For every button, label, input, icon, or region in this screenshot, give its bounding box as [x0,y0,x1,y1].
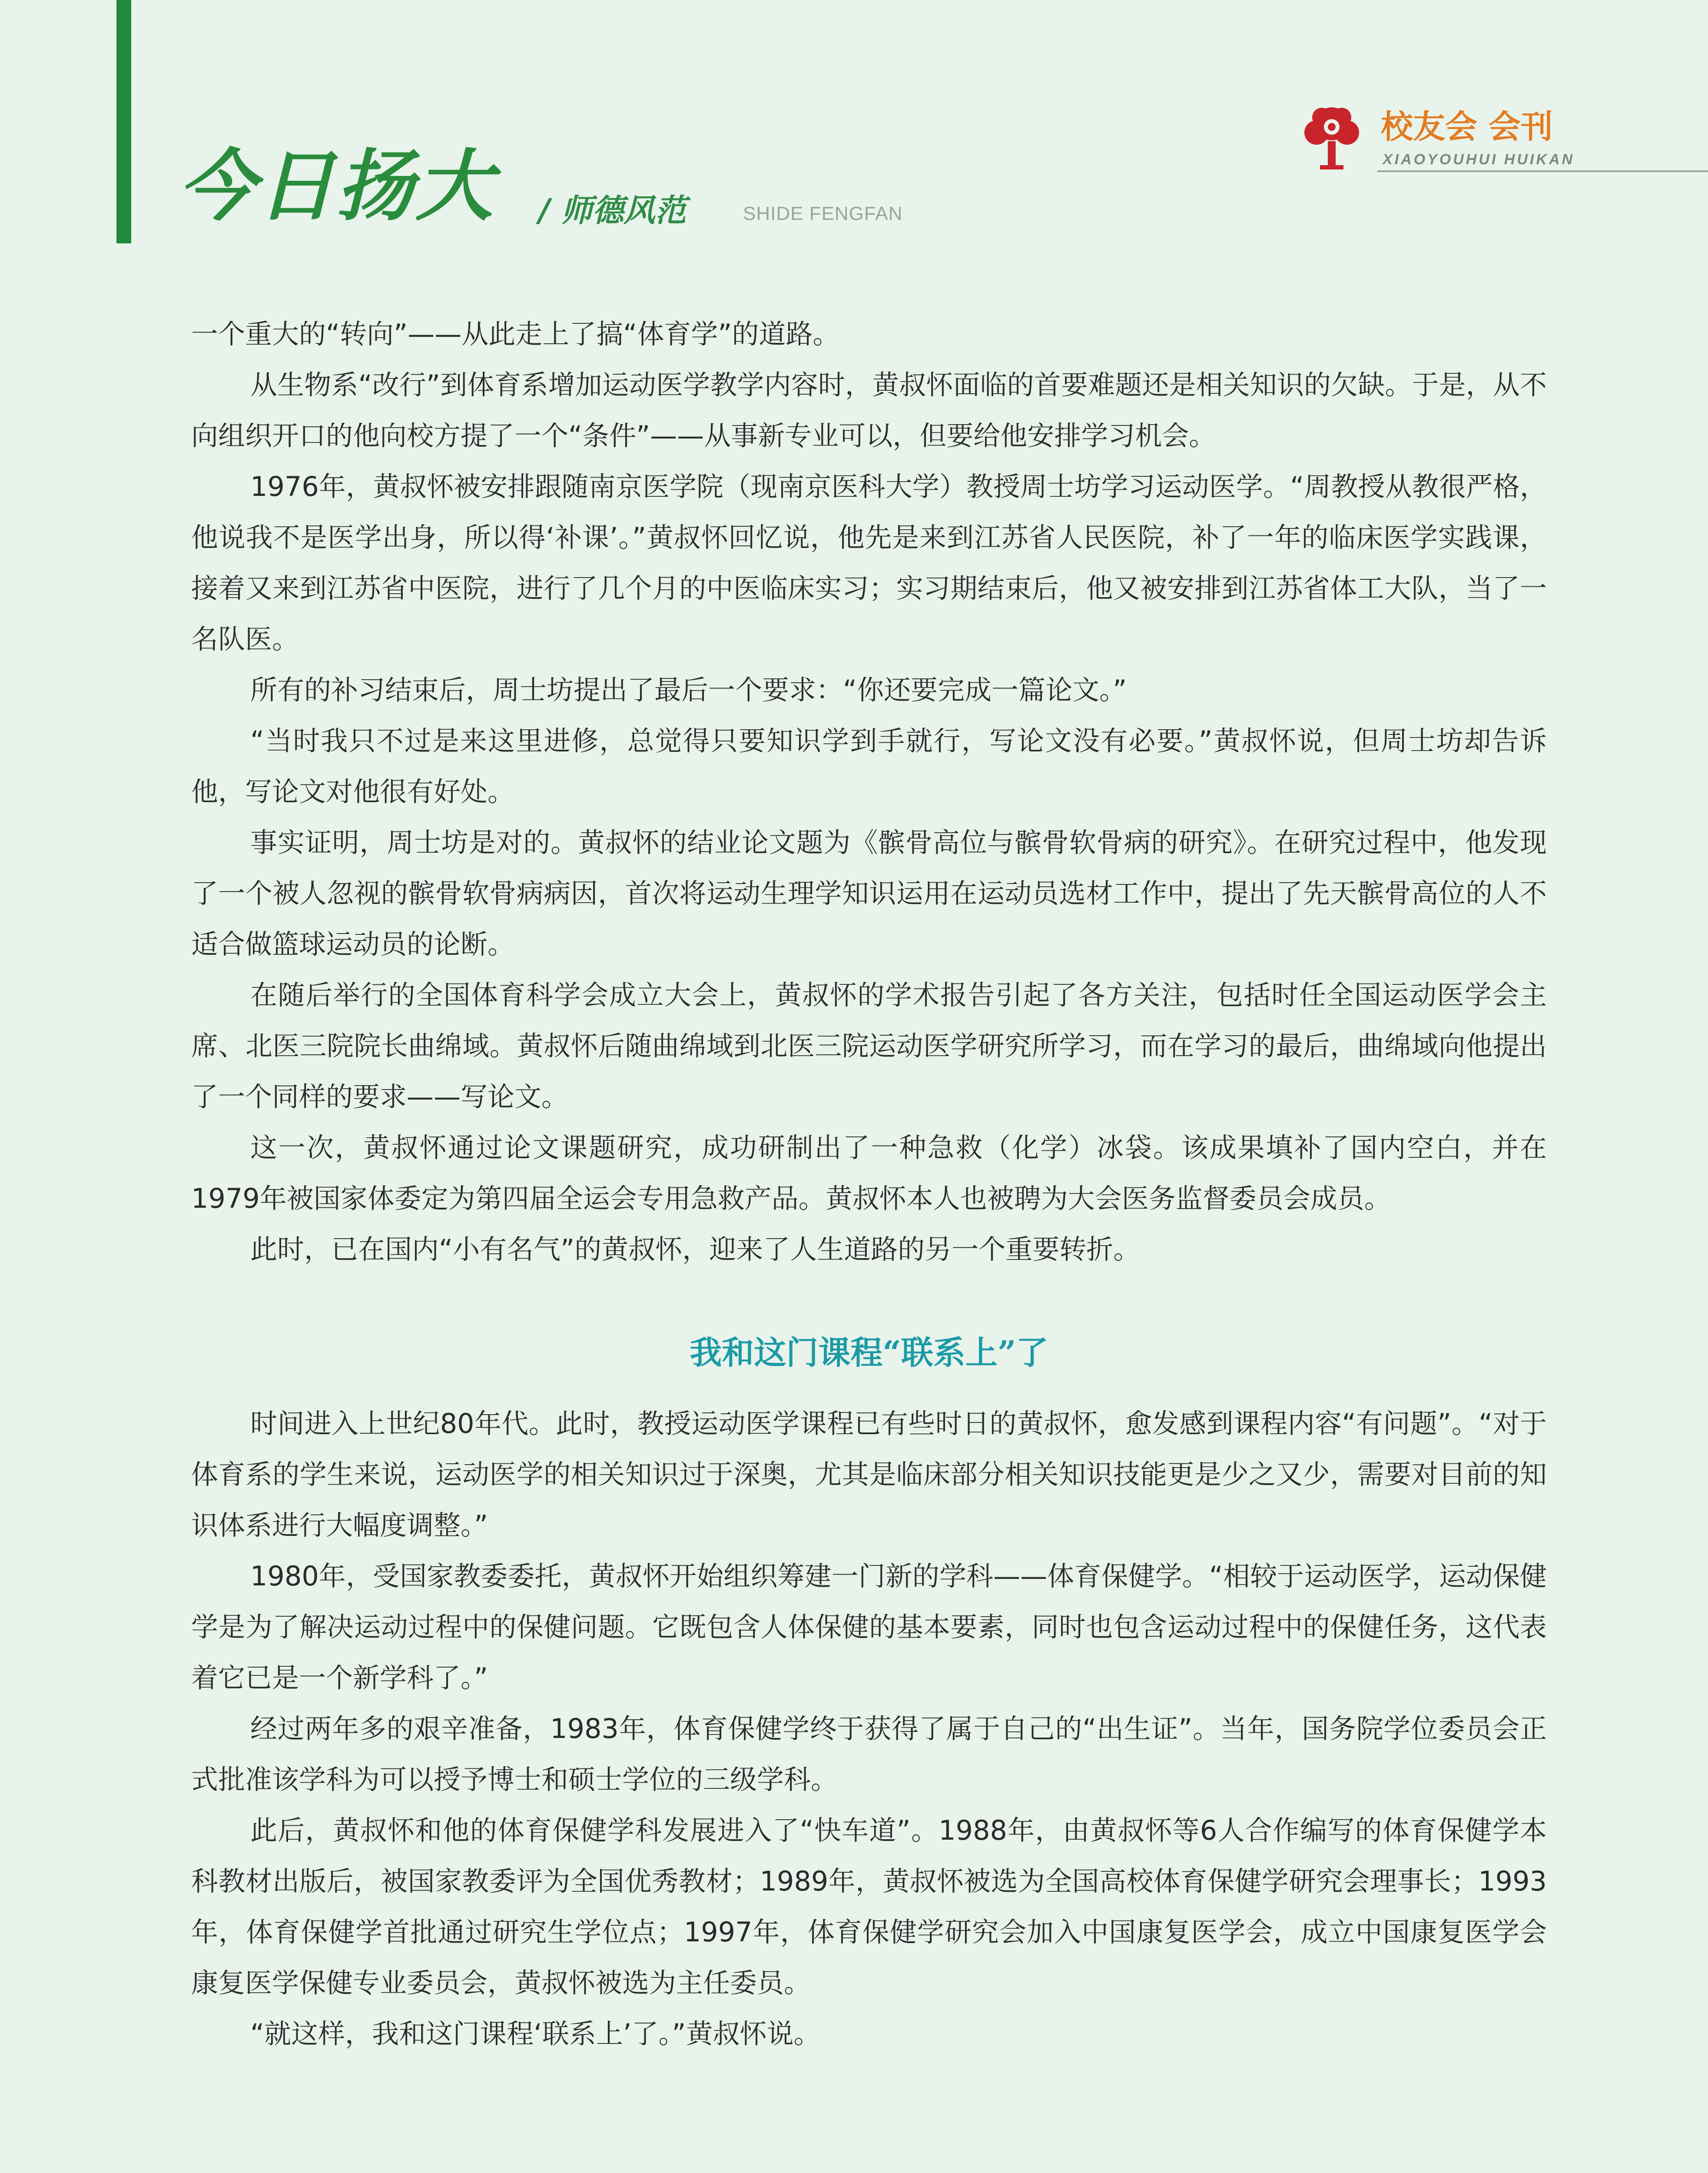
article-paragraph: 这一次，黄叔怀通过论文课题研究，成功研制出了一种急救（化学）冰袋。该成果填补了国内空白，并在1979年被国家体委定为第四届全运会专用急救产品。黄叔怀本人也被聘为大会医务监督委员会成员。 [191,1132,1547,1214]
article-paragraph: 此后，黄叔怀和他的体育保健学科发展进入了“快车道”。1988年，由黄叔怀等6人合作编写的体育保健学本科教材出版后，被国家教委评为全国优秀教材；1989年，黄叔怀被选为全国高校体育保健学研究会理事长；1993年，体育保健学首批通过研究生学位点；1997年，体育保健学研究会加入中国康复医学会，成立中国康复医学会康复医学保健专业委员会，黄叔怀被选为主任委员。 [191,1814,1547,1999]
masthead-title: 今日扬大 [178,141,494,231]
article-paragraph: 在随后举行的全国体育科学会成立大会上，黄叔怀的学术报告引起了各方关注，包括时任全国运动医学会主席、北医三院院长曲绵域。黄叔怀后随曲绵域到北医三院运动医学研究所学习，而在学习的最后，曲绵域向他提出了一个同样的要求——写论文。 [191,979,1547,1113]
article-paragraph: 从生物系“改行”到体育系增加运动医学教学内容时，黄叔怀面临的首要难题还是相关知识的欠缺。于是，从不向组织开口的他向校方提了一个“条件”——从事新专业可以，但要给他安排学习机会。 [191,369,1547,452]
section-tag-english: SHIDE FENGFAN [743,203,903,224]
article-paragraph: 1980年，受国家教委委托，黄叔怀开始组织筹建一门新的学科——体育保健学。“相较于运动医学，运动保健学是为了解决运动过程中的保健问题。它既包含人体保健的基本要素，同时也包含运动过程中的保健任务，这代表着它已是一个新学科了。” [191,1560,1547,1694]
article-body [191,309,1547,2059]
section-tag: / 师德风范 [539,192,687,229]
article-paragraph: 此时，已在国内“小有名气”的黄叔怀，迎来了人生道路的另一个重要转折。 [250,1233,1141,1265]
article-paragraph: 1976年，黄叔怀被安排跟随南京医学院（现南京医科大学）教授周士坊学习运动医学。“周教授从教很严格，他说我不是医学出身，所以得‘补课’。”黄叔怀回忆说，他先是来到江苏省人民医院，补了一年的临床医学实践课，接着又来到江苏省中医院，进行了几个月的中医临床实习；实习期结束后，他又被安排到江苏省体工大队，当了一名队医。 [191,471,1547,655]
university-tree-logo-icon [1295,100,1369,174]
article-paragraph: 一个重大的“转向”——从此走上了搞“体育学”的道路。 [191,318,840,350]
article-paragraph: “当时我只不过是来这里进修，总觉得只要知识学到手就行，写论文没有必要。”黄叔怀说，但周士坊却告诉他，写论文对他很有好处。 [191,725,1547,807]
article-paragraph: “就这样，我和这门课程‘联系上’了。”黄叔怀说。 [250,2018,821,2050]
journal-title: 校友会 会刊 [1381,108,1553,146]
article-paragraph: 经过两年多的艰辛准备，1983年，体育保健学终于获得了属于自己的“出生证”。当年，国务院学位委员会正式批准该学科为可以授予博士和硕士学位的三级学科。 [191,1713,1547,1795]
article-paragraph: 所有的补习结束后，周士坊提出了最后一个要求：“你还要完成一篇论文。” [250,674,1127,706]
journal-title-rule [1377,170,1708,172]
header-accent-bar [116,0,131,243]
article-paragraph: 事实证明，周士坊是对的。黄叔怀的结业论文题为《髌骨高位与髌骨软骨病的研究》。在研究过程中，他发现了一个被人忽视的髌骨软骨病病因，首次将运动生理学知识运用在运动员选材工作中，提出了先天髌骨高位的人不适合做篮球运动员的论断。 [191,827,1547,960]
journal-subtitle: XIAOYOUHUI HUIKAN [1383,151,1575,168]
article-subheading: 我和这门课程“联系上”了 [690,1334,1048,1372]
article-paragraph: 时间进入上世纪80年代。此时，教授运动医学课程已有些时日的黄叔怀，愈发感到课程内容“有问题”。“对于体育系的学生来说，运动医学的相关知识过于深奥，尤其是临床部分相关知识技能更是少之又少，需要对目前的知识体系进行大幅度调整。” [191,1408,1547,1541]
